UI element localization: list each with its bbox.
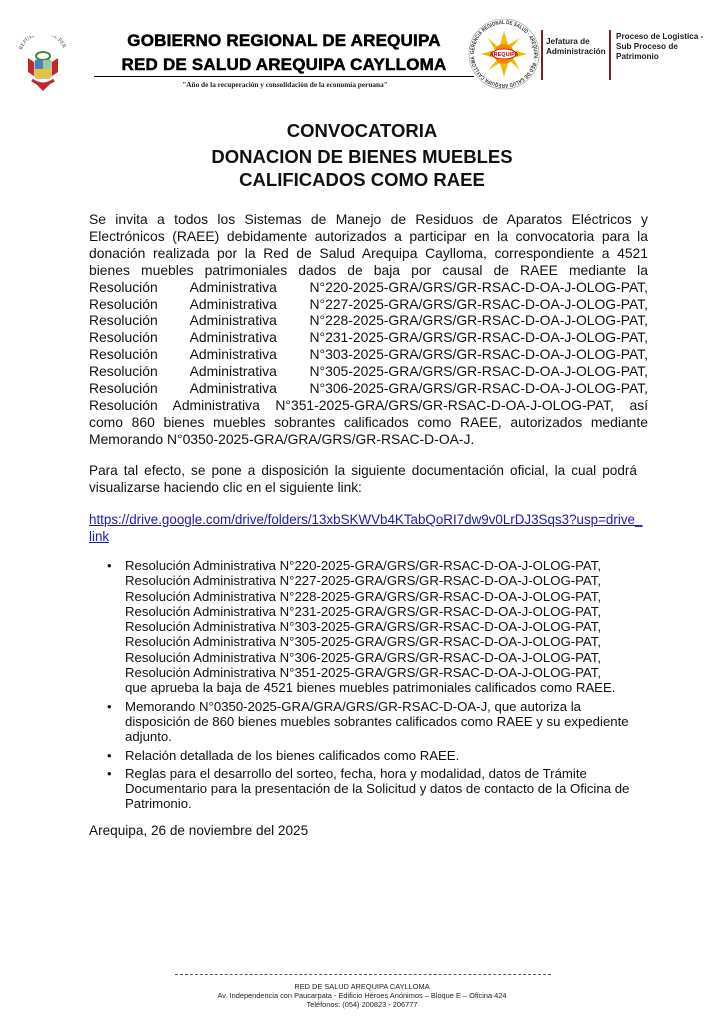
intro-line: como 860 bienes muebles sobrantes calificados como RAEE, autorizados mediante <box>89 413 648 430</box>
resolution-line: Resolución Administrativa N°305-2025-GRA/GRS/GR-RSAC-D-OA-J-OLOG-PAT, <box>125 634 601 650</box>
header-separator-1 <box>541 30 543 80</box>
intro-line: Resolución Administrativa N°305-2025-GRA/GRS/GR-RSAC-D-OA-J-OLOG-PAT, <box>89 363 648 380</box>
bullet-icon: • <box>107 558 112 573</box>
intro-paragraph <box>89 211 648 448</box>
footer-divider <box>175 974 551 975</box>
memorandum-item: Memorando N°0350-2025-GRA/GRA/GRS/GR-RSAC-D-OA-J, que autoriza la disposición de 860 bienes muebles sobrantes calificados como RAEE y su expediente adjunto. <box>125 698 629 745</box>
document-title-line-3: CALIFICADOS COMO RAEE <box>239 169 485 190</box>
intro-last-line: Memorando N°0350-2025-GRA/GRA/GRS/GR-RSAC-D-OA-J. <box>89 430 475 447</box>
jefatura-label <box>546 37 608 57</box>
intro-line: Resolución Administrativa N°303-2025-GRA/GRS/GR-RSAC-D-OA-J-OLOG-PAT, <box>89 346 648 363</box>
proceso-line-1: Proceso de Logistica - <box>616 32 704 41</box>
bullet-icon: • <box>107 747 112 763</box>
document-title-line-1: CONVOCATORIA <box>286 120 438 141</box>
header-line-2: RED DE SALUD AREQUIPA CAYLLOMA <box>121 55 447 74</box>
intro-line: Electrónicos (RAEE) debidamente autorizados a participar en la convocatoria para la <box>89 227 648 244</box>
document-date: Arequipa, 26 de noviembre del 2025 <box>89 823 309 838</box>
resolution-line: Resolución Administrativa N°220-2025-GRA/GRS/GR-RSAC-D-OA-J-OLOG-PAT, <box>125 558 601 573</box>
resolution-summary: que aprueba la baja de 4521 bienes muebles patrimoniales calificados como RAEE. <box>125 680 616 696</box>
drive-folder-link[interactable]: https://drive.google.com/drive/folders/13xbSKWVb4KTabQoRI7dw9v0LrDJ3Sqs3?usp=drive_link <box>89 512 643 544</box>
list-item <box>107 558 667 696</box>
logo-caption: GERENCIA REGIONAL DE SALUD · AREQUIPA · RED DE SALUD AREQUIPA CAYLLOMA <box>469 19 539 89</box>
intro-line: Resolución Administrativa N°231-2025-GRA/GRS/GR-RSAC-D-OA-J-OLOG-PAT, <box>89 329 648 346</box>
resolution-line: Resolución Administrativa N°306-2025-GRA/GRS/GR-RSAC-D-OA-J-OLOG-PAT, <box>125 649 601 665</box>
intro-line: donación realizada por la Red de Salud Arequipa Caylloma, correspondiente a 4521 <box>89 244 648 261</box>
footer-phones: Teléfonos: (054) 200823 - 206777 <box>306 1000 418 1009</box>
proceso-line-2: Sub Proceso de <box>616 42 678 51</box>
intro-line: Resolución Administrativa N°227-2025-GRA/GRS/GR-RSAC-D-OA-J-OLOG-PAT, <box>89 295 648 312</box>
intro-line: Resolución Administrativa N°228-2025-GRA/GRS/GR-RSAC-D-OA-J-OLOG-PAT, <box>89 312 648 329</box>
resolution-line: Resolución Administrativa N°351-2025-GRA/GRS/GR-RSAC-D-OA-J-OLOG-PAT, <box>125 665 601 681</box>
document-title-line-2: DONACION DE BIENES MUEBLES <box>211 146 513 167</box>
detail-list-item: Relación detallada de los bienes calificados como RAEE. <box>125 747 460 763</box>
header-separator-2 <box>609 30 611 80</box>
availability-paragraph <box>89 463 637 497</box>
bullet-icon: • <box>107 698 112 714</box>
intro-line: Resolución Administrativa N°306-2025-GRA/GRS/GR-RSAC-D-OA-J-OLOG-PAT, <box>89 380 648 397</box>
list-item <box>107 699 667 745</box>
intro-line: Resolución Administrativa N°351-2025-GRA/GRS/GR-RSAC-D-OA-J-OLOG-PAT, así <box>89 396 648 413</box>
bullet-icon: • <box>107 765 112 781</box>
resolution-line: Resolución Administrativa N°303-2025-GRA/GRS/GR-RSAC-D-OA-J-OLOG-PAT, <box>125 619 601 635</box>
list-item <box>107 748 667 763</box>
resolution-line: Resolución Administrativa N°228-2025-GRA/GRS/GR-RSAC-D-OA-J-OLOG-PAT, <box>125 588 601 604</box>
intro-line: Se invita a todos los Sistemas de Manejo de Residuos de Aparatos Eléctricos y <box>89 211 648 227</box>
resolution-line: Resolución Administrativa N°227-2025-GRA/GRS/GR-RSAC-D-OA-J-OLOG-PAT, <box>125 573 601 589</box>
proceso-label <box>616 32 722 62</box>
availability-line-2: visualizarse haciendo clic en el siguiente link: <box>89 479 362 495</box>
intro-line: Resolución Administrativa N°220-2025-GRA/GRS/GR-RSAC-D-OA-J-OLOG-PAT, <box>89 278 648 295</box>
header-motto: "Año de la recuperación y consolidación de la economía peruana" <box>182 80 388 89</box>
jefatura-line-1: Jefatura de <box>546 37 590 46</box>
intro-line: bienes muebles patrimoniales dados de baja por causal de RAEE mediante la <box>89 261 648 278</box>
header-line-1: GOBIERNO REGIONAL DE AREQUIPA <box>127 31 441 50</box>
availability-line-1: Para tal efecto, se pone a disposición la siguiente documentación oficial, la cual podrá <box>89 463 637 478</box>
rules-item: Reglas para el desarrollo del sorteo, fecha, hora y modalidad, datos de Trámite Documentario para la presentación de la Solicitud y datos de contacto de la Oficina de Patrimonio. <box>125 765 630 812</box>
proceso-line-3: Patrimonio <box>616 52 659 61</box>
svg-text:AREQUIPA: AREQUIPA <box>489 52 519 58</box>
jefatura-line-2: Administración <box>546 47 606 56</box>
svg-text:REPUBLICA DEL PERU <box>14 36 67 51</box>
resolution-line: Resolución Administrativa N°231-2025-GRA/GRS/GR-RSAC-D-OA-J-OLOG-PAT, <box>125 603 601 619</box>
footer-organization: RED DE SALUD AREQUIPA CAYLLOMA <box>294 982 430 991</box>
documents-list <box>107 558 667 815</box>
coat-of-arms-logo <box>14 36 72 96</box>
coat-of-arms-text: REPUB L PER <box>18 36 68 51</box>
red-de-salud-logo <box>468 18 540 90</box>
header-divider <box>94 76 474 77</box>
list-item <box>107 766 667 812</box>
footer-address: Av. Independencia con Paucarpata - Edificio Héroes Anónimos – Bloque E – Oficina 424 <box>217 991 507 1000</box>
